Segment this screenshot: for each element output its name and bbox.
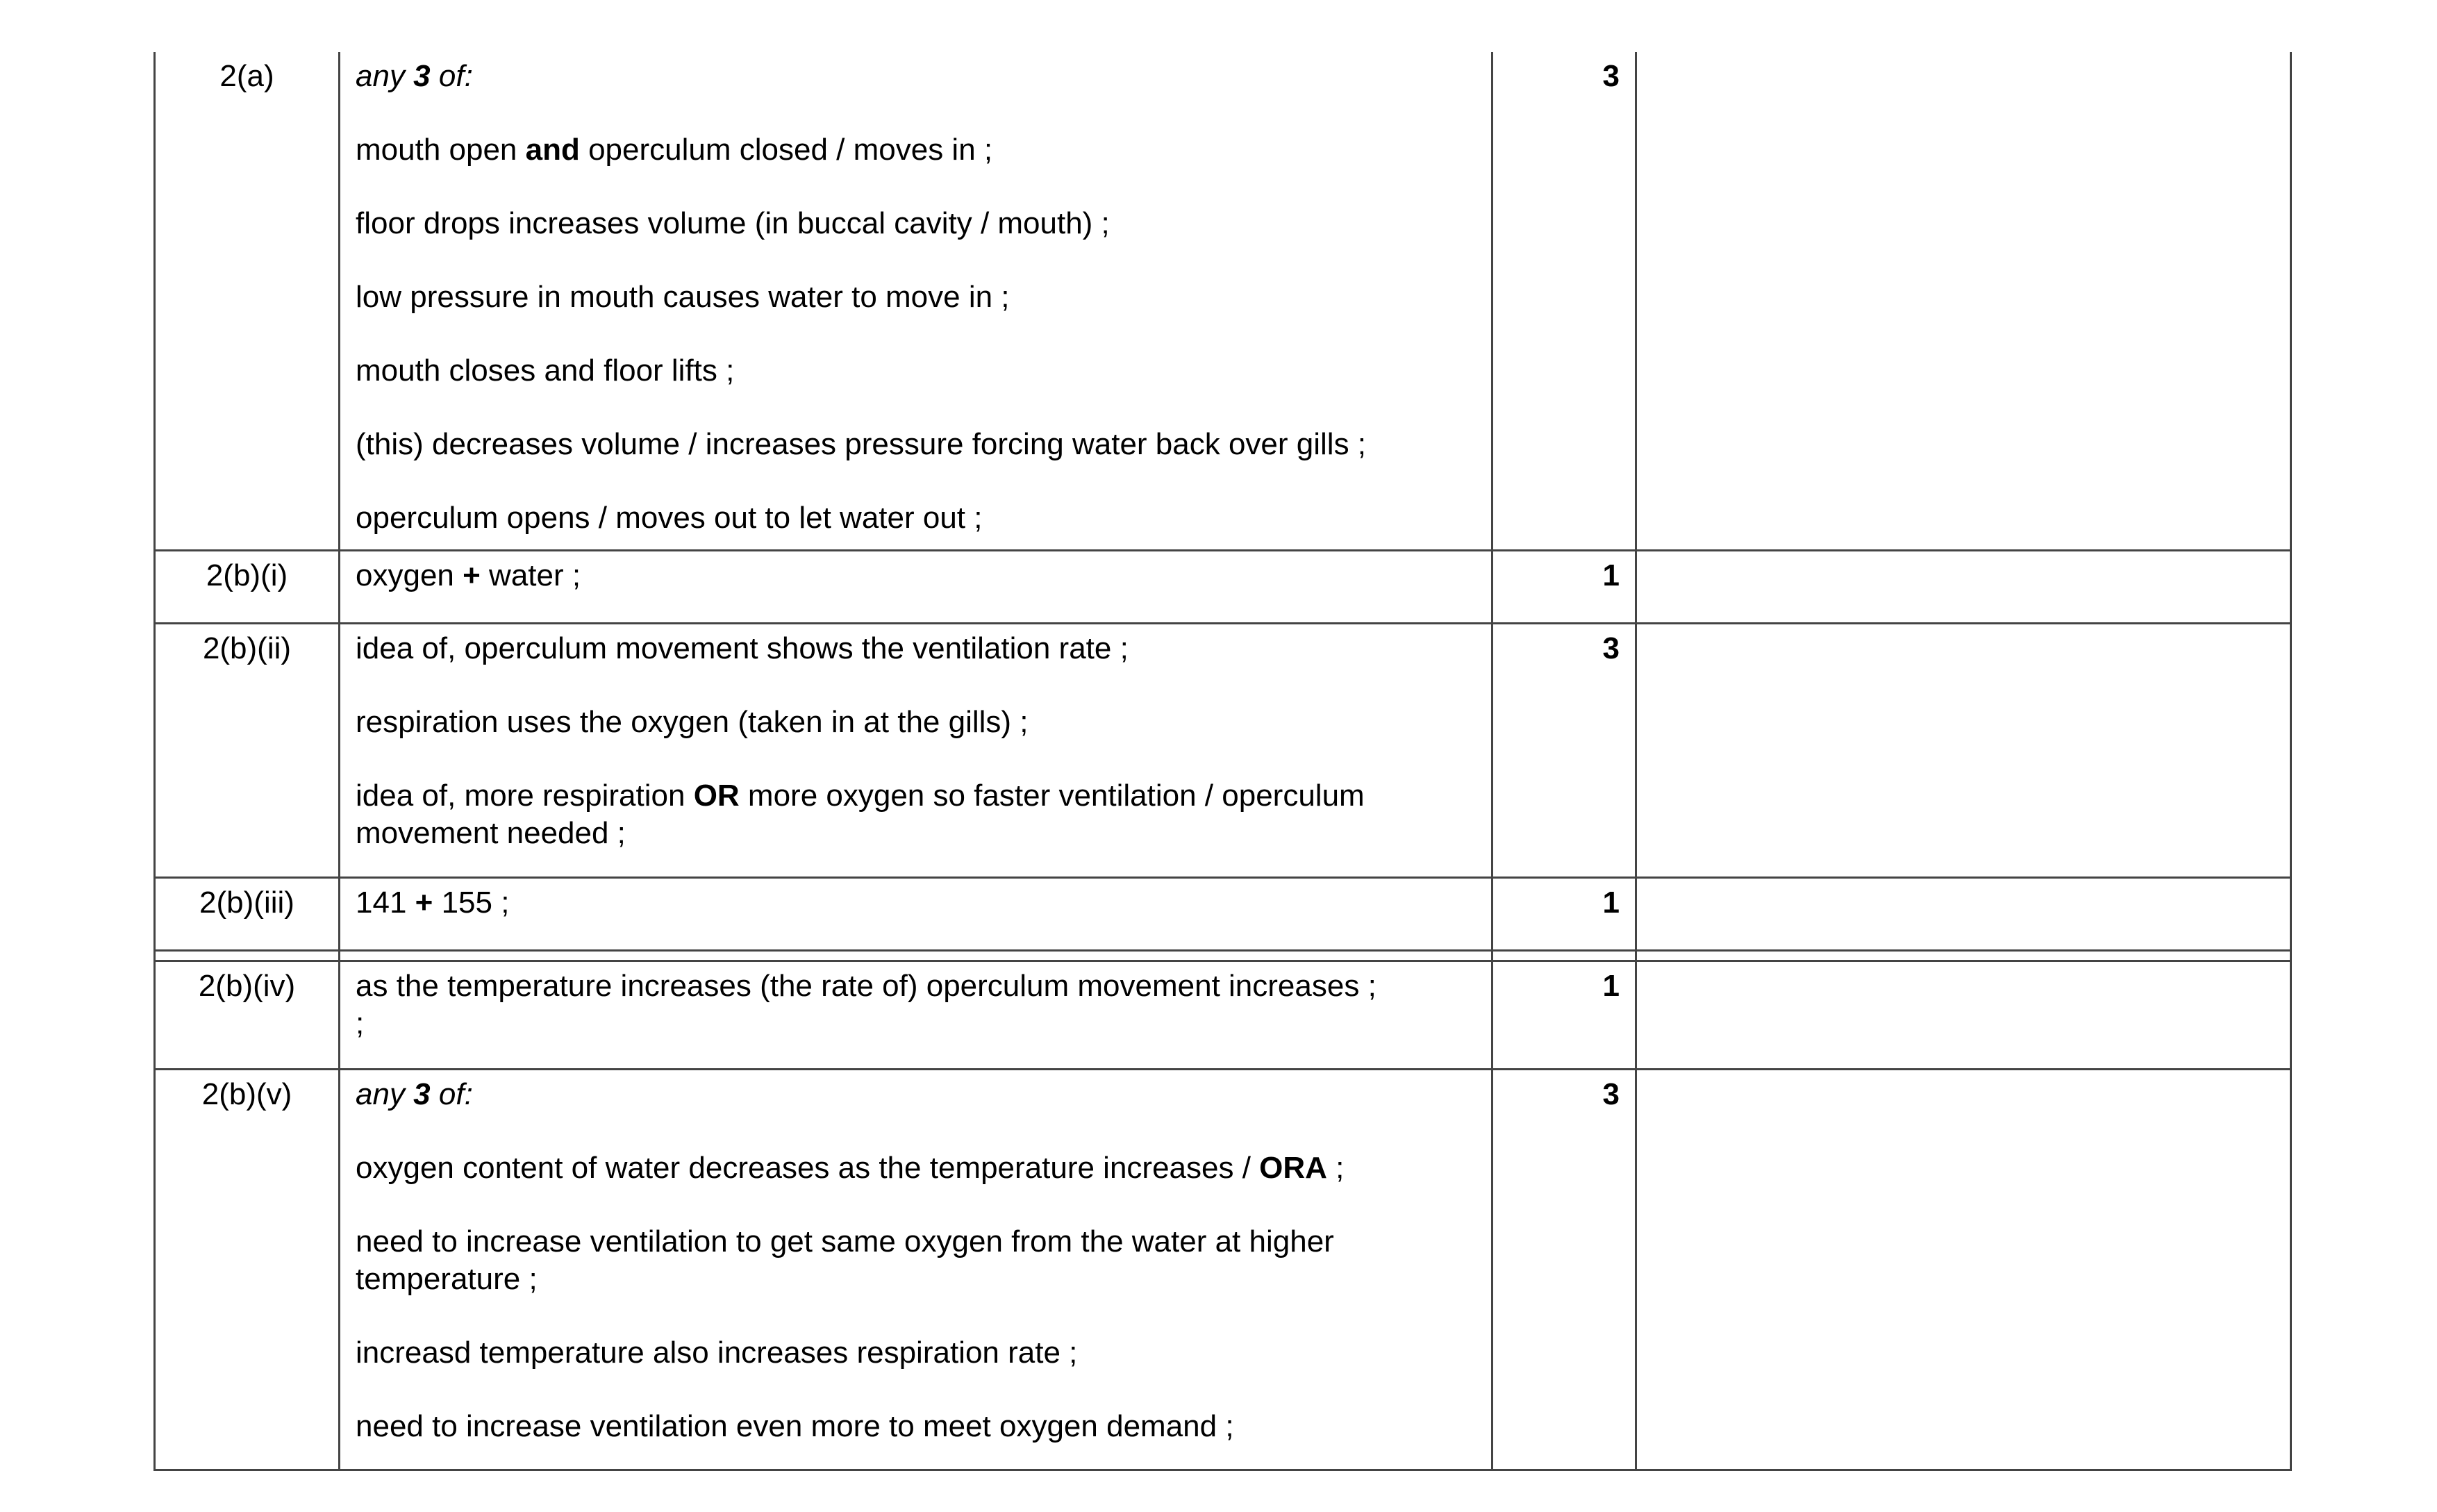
guidance-cell xyxy=(1636,551,2291,624)
answer-intro: any 3 of: xyxy=(356,59,473,93)
answer-cell xyxy=(340,1070,1492,1470)
answer-line: mouth closes and floor lifts ; xyxy=(356,354,735,388)
marks-cell: 3 xyxy=(1492,1070,1636,1470)
guidance-cell xyxy=(1636,52,2291,551)
question-number: 2(b)(i) xyxy=(155,551,340,624)
table-row xyxy=(155,961,2291,1070)
answer-cell xyxy=(340,961,1492,1070)
table-row xyxy=(155,878,2291,951)
mark-scheme-table xyxy=(153,52,2292,1471)
table-row xyxy=(155,1070,2291,1470)
answer-line: increasd temperature also increases respiration rate ; xyxy=(356,1336,1078,1370)
marks-cell: 1 xyxy=(1492,961,1636,1070)
answer-line: 141 + 155 ; xyxy=(356,886,510,920)
answer-line: need to increase ventilation to get same oxygen from the water at higher temperature ; xyxy=(356,1224,1334,1296)
marks-cell: 1 xyxy=(1492,551,1636,624)
answer-line: oxygen + water ; xyxy=(356,558,581,592)
table-row xyxy=(155,551,2291,624)
question-number: 2(b)(v) xyxy=(155,1070,340,1470)
question-number: 2(b)(iv) xyxy=(155,961,340,1070)
answer-intro: any 3 of: xyxy=(356,1077,473,1111)
answer-line: respiration uses the oxygen (taken in at the gills) ; xyxy=(356,705,1029,739)
answer-line: operculum opens / moves out to let water out ; xyxy=(356,501,983,535)
answer-cell xyxy=(340,551,1492,624)
answer-line: oxygen content of water decreases as the temperature increases / ORA ; xyxy=(356,1151,1345,1185)
table-row xyxy=(155,52,2291,551)
guidance-cell xyxy=(1636,1070,2291,1470)
question-number: 2(b)(ii) xyxy=(155,624,340,878)
guidance-cell xyxy=(1636,878,2291,951)
question-number: 2(a) xyxy=(155,52,340,551)
marks-cell: 1 xyxy=(1492,878,1636,951)
answer-line: low pressure in mouth causes water to move in ; xyxy=(356,280,1010,314)
answer-line: (this) decreases volume / increases pressure forcing water back over gills ; xyxy=(356,427,1367,461)
answer-cell xyxy=(340,624,1492,878)
marks-cell: 3 xyxy=(1492,624,1636,878)
answer-cell xyxy=(340,52,1492,551)
table-row xyxy=(155,624,2291,878)
question-number: 2(b)(iii) xyxy=(155,878,340,951)
guidance-cell xyxy=(1636,624,2291,878)
answer-line: as the temperature increases (the rate of) operculum movement increases ; ; xyxy=(356,969,1376,1040)
answer-line: need to increase ventilation even more to meet oxygen demand ; xyxy=(356,1409,1234,1443)
answer-line: floor drops increases volume (in buccal cavity / mouth) ; xyxy=(356,206,1110,240)
answer-line: mouth open and operculum closed / moves in ; xyxy=(356,133,993,167)
guidance-cell xyxy=(1636,961,2291,1070)
answer-cell xyxy=(340,878,1492,951)
answer-line: idea of, operculum movement shows the ventilation rate ; xyxy=(356,631,1129,665)
table-separator xyxy=(155,951,2291,961)
answer-line: idea of, more respiration OR more oxygen so faster ventilation / operculum movement needed ; xyxy=(356,779,1365,850)
marks-cell: 3 xyxy=(1492,52,1636,551)
